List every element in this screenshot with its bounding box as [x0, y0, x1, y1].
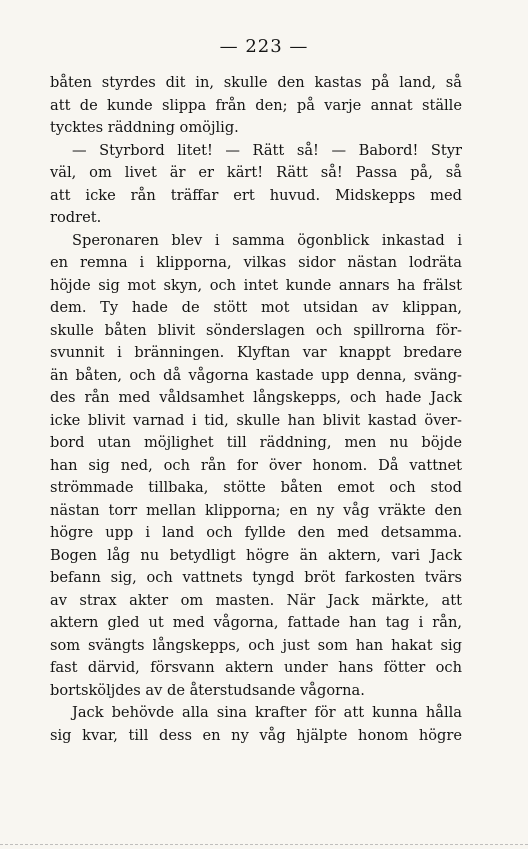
text-line: att icke rån träffar ert huvud. Midskepps med — [50, 186, 462, 204]
text-line: att de kunde slippa från den; på varje annat ställe — [50, 96, 462, 114]
text-line: svunnit i bränningen. Klyftan var knappt bredare — [50, 344, 462, 361]
text-line: strömmade tillbaka, stötte båten emot och stod — [50, 479, 462, 496]
text-line: bord utan möjlighet till räddning, men nu böjde — [50, 434, 462, 451]
text-line: des rån med våldsamhet långskepps, och hade Jack — [50, 389, 462, 406]
text-line: som svängts långskepps, och just som han hakat sig — [50, 636, 462, 654]
text-line: Bogen låg nu betydligt högre än aktern, vari Jack — [50, 546, 462, 564]
text-line: Jack behövde alla sina krafter för att kunna hålla — [72, 704, 462, 721]
text-line: höjde sig mot skyn, och intet kunde annars ha frälst — [50, 276, 462, 294]
text-line: väl, om livet är er kärt! Rätt så! Passa på, så — [50, 164, 462, 181]
text-line: en remna i klipporna, vilkas sidor nästan lodräta — [50, 254, 462, 271]
text-line: sig kvar, till dess en ny våg hjälpte honom högre — [50, 726, 462, 744]
text-line: skulle båten blivit sönderslagen och spillrorna för- — [50, 321, 462, 339]
text-line: högre upp i land och fyllde den med detsamma. — [50, 524, 462, 541]
text-line: än båten, och då vågorna kastade upp denna, sväng- — [50, 366, 462, 384]
text-line: Speronaren blev i samma ögonblick inkastad i — [72, 231, 462, 249]
body-text — [50, 72, 462, 747]
text-line: av strax akter om masten. När Jack märkte, att — [50, 591, 462, 609]
page-bottom-edge — [0, 838, 528, 845]
text-line: rodret. — [50, 209, 102, 226]
text-line: befann sig, och vattnets tyngd bröt farkosten tvärs — [50, 569, 462, 586]
text-line: dem. Ty hade de stött mot utsidan av klippan, — [50, 299, 462, 316]
text-line: aktern gled ut med vågorna, fattade han tag i rån, — [50, 614, 462, 631]
text-line: bortsköljdes av de återstudsande vågorna. — [50, 681, 365, 699]
text-line: båten styrdes dit in, skulle den kastas på land, så — [50, 74, 462, 91]
page-number: — 223 — — [219, 36, 309, 57]
text-line: icke blivit varnad i tid, skulle han blivit kastad över- — [50, 411, 462, 429]
text-line: han sig ned, och rån for över honom. Då vattnet — [50, 456, 462, 474]
text-line: nästan torr mellan klipporna; en ny våg vräkte den — [50, 501, 462, 519]
text-line: fast därvid, försvann aktern under hans fötter och — [50, 659, 462, 676]
text-line: tycktes räddning omöjlig. — [50, 119, 239, 136]
text-line: — Styrbord litet! — Rätt så! — Babord! Styr — [72, 141, 462, 159]
